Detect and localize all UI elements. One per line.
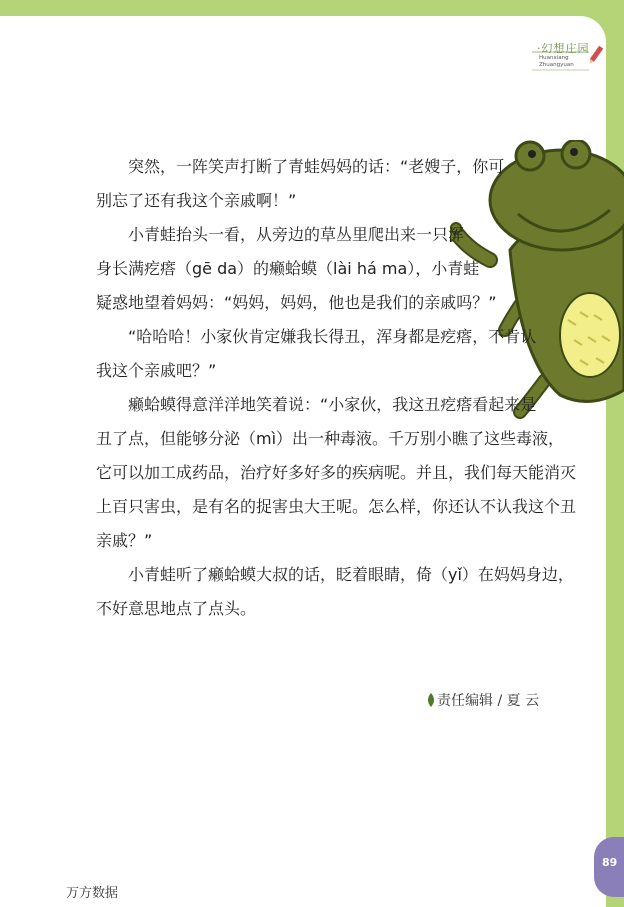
paragraph-4 [96, 388, 577, 558]
text-line: 不好意思地点了点头。 [96, 599, 257, 618]
logo-pinyin-2: Zhuangyuan [539, 62, 574, 68]
text-line: 小青蛙抬头一看，从旁边的草丛里爬出来一只浑 [128, 225, 465, 244]
text-line: 突然，一阵笑声打断了青蛙妈妈的话：“老嫂子，你可 [128, 157, 505, 176]
editor-credit [425, 690, 539, 710]
text-line: 亲戚？” [96, 531, 153, 550]
page-number: 89 [602, 856, 618, 869]
column-logo [527, 40, 607, 80]
paragraph-1 [96, 150, 566, 218]
text-line: 身长满疙瘩（gē da）的癞蛤蟆（lài há ma），小青蛙 [96, 259, 480, 278]
text-line: “哈哈哈！小家伙肯定嫌我长得丑，浑身都是疙瘩，不肯认 [128, 327, 537, 346]
story-text [96, 150, 577, 626]
paragraph-5 [96, 558, 574, 626]
text-line: 它可以加工成药品，治疗好多好多的疾病呢。并且，我们每天能消灭 [96, 463, 577, 482]
text-line: 丑了点，但能够分泌（mì）出一种毒液。千万别小瞧了这些毒液， [96, 429, 565, 448]
top-border [0, 0, 624, 16]
right-border [606, 0, 624, 907]
paragraph-2 [96, 218, 566, 320]
text-line: 疑惑地望着妈妈：“妈妈，妈妈，他也是我们的亲戚吗？” [96, 293, 497, 312]
source-watermark: 万方数据 [66, 886, 119, 901]
leaf-icon [425, 692, 437, 708]
text-line: 上百只害虫，是有名的捉害虫大王呢。怎么样，你还认不认我这个丑 [96, 497, 577, 516]
editor-label: 责任编辑 / 夏 云 [437, 693, 540, 709]
text-line: 癞蛤蟆得意洋洋地笑着说：“小家伙，我这丑疙瘩看起来是 [128, 395, 537, 414]
logo-pinyin-1: Huanxiang [539, 55, 569, 61]
logo-title: ·幻想庄园 [537, 42, 590, 55]
paragraph-3 [96, 320, 566, 388]
text-line: 别忘了还有我这个亲戚啊！” [96, 191, 297, 210]
text-line: 小青蛙听了癞蛤蟆大叔的话，眨着眼睛，倚（yǐ）在妈妈身边， [128, 565, 574, 584]
text-line: 我这个亲戚吧？” [96, 361, 217, 380]
